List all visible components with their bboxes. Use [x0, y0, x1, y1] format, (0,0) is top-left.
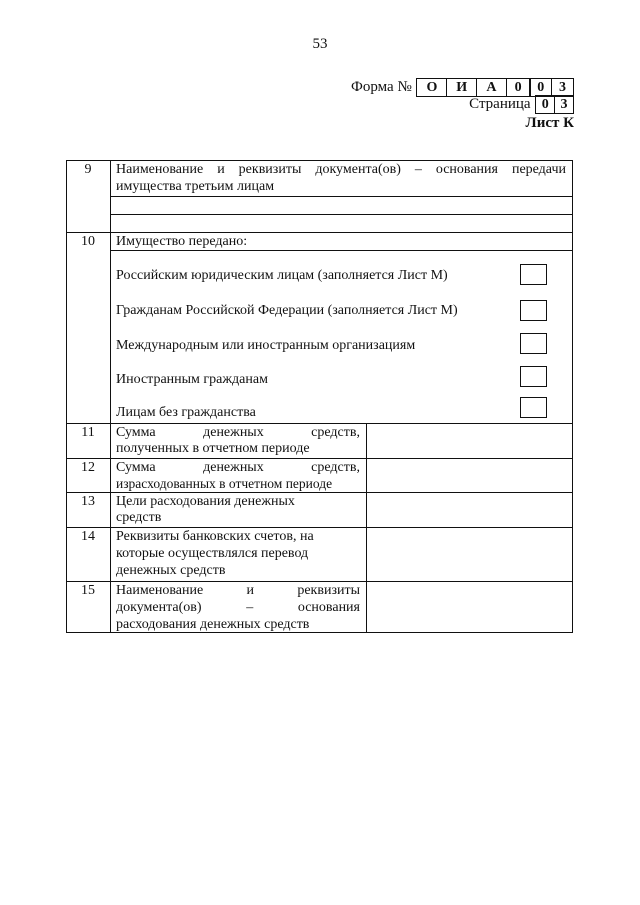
row-15-label-cont: расходования денежных средств: [116, 617, 310, 632]
row-11-label-cont: полученных в отчетном периоде: [116, 441, 310, 456]
row-number: 12: [81, 460, 95, 475]
option-checkbox[interactable]: [520, 397, 547, 418]
option-label: Российским юридическим лицам (заполняется Лист М): [116, 268, 448, 283]
table-border: [572, 160, 573, 633]
option-label: Международным или иностранным организациям: [116, 338, 416, 353]
row-number: 13: [81, 494, 95, 509]
form-code-cell: 0: [506, 78, 531, 97]
table-border: [66, 160, 67, 633]
row-13-label: Цели расходования денежных: [116, 494, 295, 509]
option-checkbox[interactable]: [520, 264, 547, 285]
value-cell-row-14[interactable]: [367, 528, 571, 580]
row-15-label-cont: документа(ов) – основания: [116, 600, 360, 615]
value-cell-row-11[interactable]: [367, 424, 571, 457]
row-10-title: Имущество передано:: [116, 234, 248, 249]
option-label: Лицам без гражданства: [116, 405, 256, 420]
page-digit-cell: 0: [535, 95, 555, 114]
form-table: [66, 160, 572, 633]
form-code-cell: 0: [529, 78, 552, 97]
row-14-label-cont: денежных средств: [116, 563, 226, 578]
row-number: 10: [81, 234, 95, 249]
option-label: Иностранным гражданам: [116, 372, 268, 387]
row-9-label: Наименование и реквизиты документа(ов) – основания передачи: [116, 162, 566, 177]
option-checkbox[interactable]: [520, 366, 547, 387]
option-label: Гражданам Российской Федерации (заполняется Лист М): [116, 303, 458, 318]
option-checkbox[interactable]: [520, 333, 547, 354]
form-code-cell: 3: [551, 78, 574, 97]
page-label: Страница: [469, 96, 531, 112]
row-14-label: Реквизиты банковских счетов, на: [116, 529, 314, 544]
page-count-block: [469, 95, 574, 114]
table-divider: [66, 232, 572, 233]
form-code-cell: О: [416, 78, 447, 97]
row-number: 15: [81, 583, 95, 598]
page-digit-cell: 3: [554, 95, 574, 114]
row-number: 11: [81, 425, 95, 440]
page-number: 53: [312, 36, 328, 52]
row-13-label-cont: средств: [116, 510, 162, 525]
table-border: [66, 160, 572, 161]
form-number-label: Форма №: [351, 79, 412, 95]
row-number: 14: [81, 529, 95, 544]
row-11-label: Сумма денежных средств,: [116, 425, 360, 440]
row-12-label: Сумма денежных средств,: [116, 460, 360, 475]
row-9-entry-line[interactable]: [111, 197, 571, 213]
row-12-label-cont: израсходованных в отчетном периоде: [116, 476, 333, 491]
row-15-label: Наименование и реквизиты: [116, 583, 360, 598]
row-number: 9: [84, 162, 92, 177]
value-cell-row-15[interactable]: [367, 582, 571, 631]
value-cell-row-13[interactable]: [367, 493, 571, 526]
row-9-entry-line[interactable]: [111, 215, 571, 231]
option-checkbox[interactable]: [520, 300, 547, 321]
row-14-label-cont: которые осуществлялся перевод: [116, 546, 309, 561]
form-code-cell: И: [446, 78, 477, 97]
value-cell-row-12[interactable]: [367, 459, 571, 491]
form-code-cell: А: [476, 78, 507, 97]
row-9-label-cont: имущества третьим лицам: [116, 179, 275, 194]
sheet-label: Лист К: [525, 115, 574, 131]
